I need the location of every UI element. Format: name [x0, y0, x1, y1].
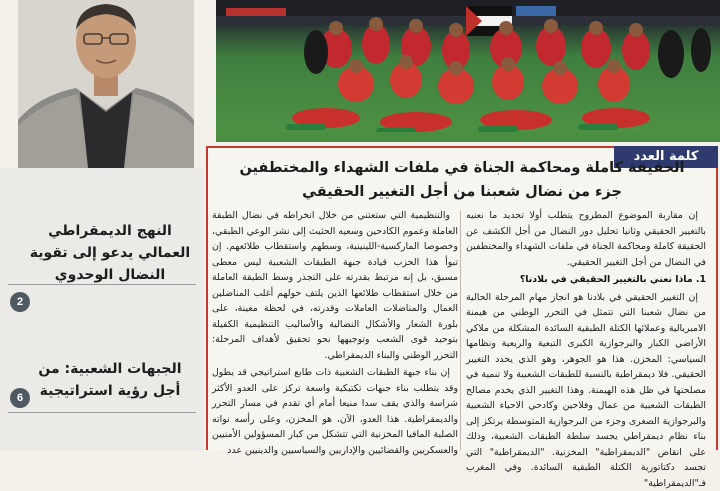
editorial-article [206, 146, 718, 450]
article-subheading: 1. ماذا نعني بالتغيير الحقيقي في بلادنا؟ [466, 272, 706, 288]
article-paragraph: إن بناء جبهة الطبقات الشعبية ذات طابع استراتيجي قد يطول وقد يتطلب بناء جبهات تكتيكية واسعة تركز على العدو الأكثر شراسة والذي يقف سدا منيعا أمام أي تقدم في مسار التحرر والديمقراطية. هذا العدو، الآن، هو المخزن، وعلى رأسه نواته الصلبة المافيا المخزنية التي تتشكل من كبار المسؤولين الأمنيين والعسكريين والقضائيين والإداريين والسياسيين والدينيين عدد [212, 365, 458, 458]
headline-line-2: جزء من نضال شعبنا من أجل التغيير الحقيقي [218, 180, 706, 204]
team-photo-illustration [216, 0, 720, 142]
section-label: كلمة العدد [614, 146, 718, 168]
sidebar-teaser[interactable] [0, 358, 204, 402]
article-paragraph: والتنظيمية التي ستعتني من خلال انخراطه في نضال الطبقة العاملة وعموم الكادحين وسعيه الحثيث إلى نشر الوعي الطبقي، وخصوصا الماركسية-اللينينية، وسطهم واستقطاب طلائعهم. إن تبوأ هذا الحزب قيادة جبهة الطبقات الشعبية ليس معطى مسبق، بل إنه مرتبط بقدرته على التجذر وسط الطبقة العاملة من خلال استقطاب طلائعها الذين يلتف حولهم أغلب المناضلين العمال والمناضلات العاملات وقدرته، في لحظة معينة، على بلورة الشعار والأشكال النضالية والأساليب التنظيمية الكفيلة بتوحيد قوى الشعب وتوجيهها نحو تحقيق لأهداف المرحلة: التحرر الوطني والبناء الديمقراطي. [212, 208, 458, 363]
article-column-left [212, 208, 458, 452]
teaser-divider [8, 284, 196, 285]
teaser-page-number: 2 [10, 292, 30, 312]
teaser-title: النهج الديمقراطي العمالي يدعو إلى تقوية النضال الوحدوي [0, 220, 204, 286]
headline-line-1: الحقيقة كاملة ومحاكمة الجناة في ملفات الشهداء والمختطفين [218, 156, 706, 180]
article-column-right [466, 208, 706, 452]
author-portrait [18, 0, 194, 168]
column-divider [460, 210, 461, 450]
teaser-page-number: 6 [10, 388, 30, 408]
author-photo-illustration [18, 0, 194, 168]
article-paragraph: إن التغيير الحقيقي في بلادنا هو انجاز مهام المرحلة الحالية من نضال شعبنا التي تتمثل في التحرر الوطني من هيمنة الامبريالية وعملائها الكتلة الطبقية السائدة المشكلة من ملاكي الأراضي الكبار والبرجوازية الكبرى التبعية والريعية ونظامها السياسي: المخزن. هذا هو الجوهر، وهو الذي يحدد التغيير الحقيقي. فلا ديمقراطية بالنسبة للطبقات الشعبية ولا تنمية في مصلحتها في ظل هذه الهيمنة. وهذا التغيير الذي يخدم مصالح الطبقات الشعبية من عمال وفلاحين وكادحي الاحياء الشعبية والبرجوازية الصغرى وجزء من البرجوازية المتوسطة يرتكز إلى بناء نظام ديمقراطي يجسد سلطة الطبقات الشعبية، وذلك على انقاض "الديمقراطية" المخزنية. "الديمقراطية" التي تجسد دكتاتورية الكتلة الطبقية السائدة. وفي المغرب فـ"الديمقراطية" [466, 290, 706, 491]
teaser-title: الجبهات الشعبية: من أجل رؤية استراتيجية [0, 358, 204, 402]
article-headline [218, 156, 706, 204]
team-photo [216, 0, 720, 142]
article-paragraph: إن مقاربة الموضوع المطروح يتطلب أولا تحديد ما نعنيه بالتغيير الحقيقي وثانيا تحليل دور النضال من أجل الكشف عن الحقيقة كاملة ومحاكمة الجناة في ملفات الشهداء والمختطفين في النضال من أجل التغيير الحقيقي. [466, 208, 706, 270]
teaser-divider [8, 412, 196, 413]
sidebar-teaser[interactable] [0, 220, 204, 286]
sidebar-column [0, 168, 204, 450]
